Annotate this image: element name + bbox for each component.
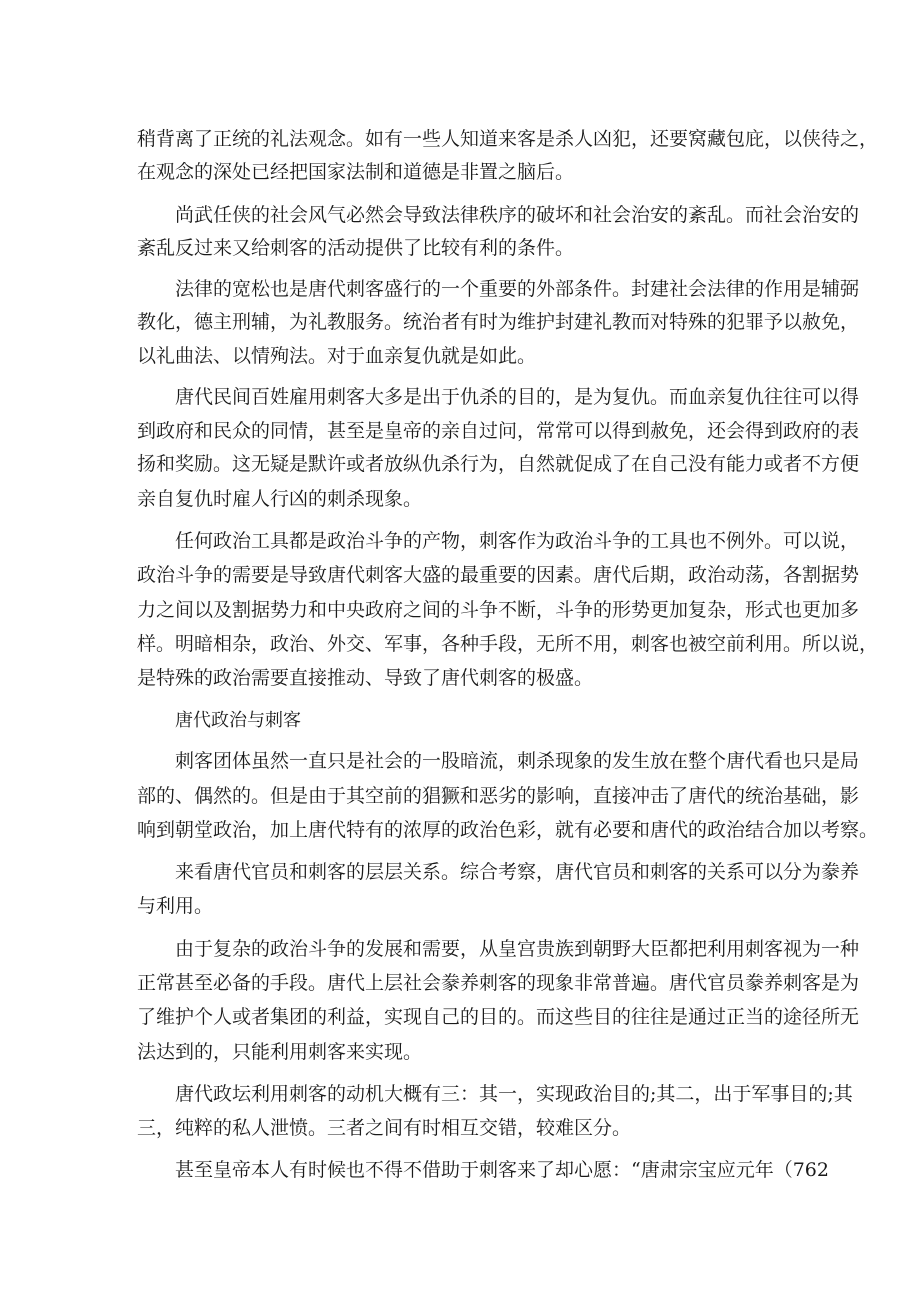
text-line: 稍背离了正统的礼法观念。如有一些人知道来客是杀人凶犯，还要窝藏包庇，以侠待之， xyxy=(137,128,879,150)
text-line: 三，纯粹的私人泄愤。三者之间有时相互交错，较难区分。 xyxy=(137,1117,632,1139)
text-line: 到政府和民众的同情，甚至是皇帝的亲自过问，常常可以得到赦免，还会得到政府的表 xyxy=(137,420,860,442)
text-line: 与利用。 xyxy=(137,895,214,917)
text-line: 力之间以及割据势力和中央政府之间的斗争不断，斗争的形势更加复杂，形式也更加多 xyxy=(137,599,860,621)
text-line: 部的、偶然的。但是由于其空前的猖獗和恶劣的影响，直接冲击了唐代的统治基础，影 xyxy=(137,785,860,807)
text-line: 是特殊的政治需要直接推动、导致了唐代刺客的极盛。 xyxy=(137,667,594,689)
text-line: 教化，德主刑辅，为礼教服务。统治者有时为维护封建礼教而对特殊的犯罪予以赦免， xyxy=(137,311,860,333)
paragraph-first-line: 唐代政坛利用刺客的动机大概有三：其一，实现政治目的;其二，出于军事目的;其 xyxy=(175,1083,853,1105)
paragraph-first-line: 来看唐代官员和刺客的层层关系。综合考察，唐代官员和刺客的关系可以分为豢养 xyxy=(175,861,860,883)
text-line: 响到朝堂政治，加上唐代特有的浓厚的政治色彩，就有必要和唐代的政治结合加以考察。 xyxy=(137,819,879,841)
paragraph-first-line: 由于复杂的政治斗争的发展和需要，从皇宫贵族到朝野大臣都把利用刺客视为一种 xyxy=(175,938,860,960)
text-line: 政治斗争的需要是导致唐代刺客大盛的最重要的因素。唐代后期，政治动荡，各割据势 xyxy=(137,564,860,586)
text-line: 样。明暗相杂，政治、外交、军事，各种手段，无所不用，刺客也被空前利用。所以说， xyxy=(137,633,879,655)
text-line: 了维护个人或者集团的利益，实现自己的目的。而这些目的往往是通过正当的途径所无 xyxy=(137,1006,860,1028)
section-heading: 唐代政治与刺客 xyxy=(175,710,301,731)
paragraph-first-line: 甚至皇帝本人有时候也不得不借助于刺客来了却心愿：“唐肃宗宝应元年（762 xyxy=(175,1159,829,1181)
text-line: 扬和奖励。这无疑是默许或者放纵仇杀行为，自然就促成了在自己没有能力或者不方便 xyxy=(137,453,860,475)
text-line: 紊乱反过来又给刺客的活动提供了比较有利的条件。 xyxy=(137,237,575,259)
paragraph-first-line: 任何政治工具都是政治斗争的产物，刺客作为政治斗争的工具也不例外。可以说， xyxy=(175,530,860,552)
text-line: 正常甚至必备的手段。唐代上层社会豢养刺客的现象非常普遍。唐代官员豢养刺客是为 xyxy=(137,972,860,994)
text-line: 以礼曲法、以情殉法。对于血亲复仇就是如此。 xyxy=(137,345,537,367)
paragraph-first-line: 尚武任侠的社会风气必然会导致法律秩序的破坏和社会治安的紊乱。而社会治安的 xyxy=(175,204,860,226)
text-line: 法达到的，只能利用刺客来实现。 xyxy=(137,1041,423,1063)
text-line: 亲自复仇时雇人行凶的刺杀现象。 xyxy=(137,488,423,510)
paragraph-first-line: 唐代民间百姓雇用刺客大多是出于仇杀的目的，是为复仇。而血亲复仇往往可以得 xyxy=(175,386,860,408)
paragraph-first-line: 刺客团体虽然一直只是社会的一股暗流，刺杀现象的发生放在整个唐代看也只是局 xyxy=(175,750,860,772)
text-line: 在观念的深处已经把国家法制和道德是非置之脑后。 xyxy=(137,161,575,183)
paragraph-first-line: 法律的宽松也是唐代刺客盛行的一个重要的外部条件。封建社会法律的作用是辅弼 xyxy=(175,278,860,300)
